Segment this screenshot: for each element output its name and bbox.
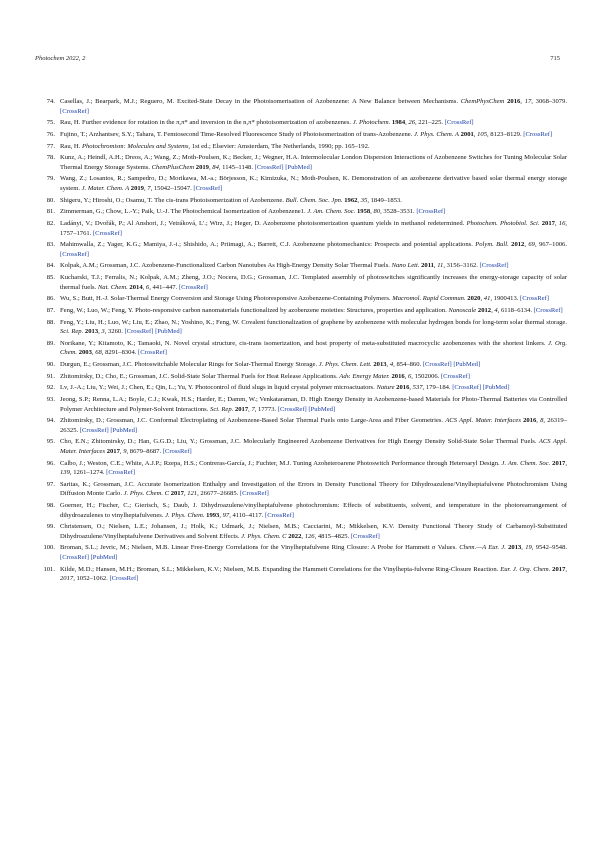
reference-segment: , 26677–26685. <box>197 490 240 498</box>
reference-segment: , <box>480 295 484 303</box>
reference-number: 101. <box>43 565 55 573</box>
reference-segment: Durgun, E.; Grossman, J.C. Photoswitchable Molecular Rings for Solar-Thermal Energy Storage. <box>60 361 319 368</box>
reference-item <box>35 219 567 238</box>
reference-segment: , <box>491 306 495 314</box>
reference-segment: J. Mater. Chem. A <box>81 184 130 192</box>
reference-segment: , <box>520 98 525 105</box>
reference-segment: , <box>301 532 305 540</box>
reference-segment: 105 <box>477 130 487 138</box>
reference-item <box>35 130 567 140</box>
reference-segment: 97 <box>222 511 230 519</box>
reference-segment: , <box>143 184 148 192</box>
reference-number: 79. <box>46 175 55 183</box>
reference-segment: , <box>473 130 478 138</box>
reference-segment: 2016 <box>396 384 410 392</box>
reference-item <box>35 273 567 292</box>
reference-list <box>35 97 567 586</box>
reference-item <box>35 416 567 435</box>
reference-segment: J. Am. Chem. Soc. <box>307 208 356 216</box>
reference-text <box>60 142 567 152</box>
reference-number: 95. <box>46 438 55 446</box>
reference-segment: Kucharski, T.J.; Ferralis, N.; Kolpak, A.M.; Zheng, J.O.; Nocera, D.G.; Grossman, J.C. Templated assembly of photoswitches significantly increases the energy-storage capacity of solar thermal fuels. <box>60 274 567 291</box>
reference-segment: , <box>357 196 361 204</box>
journal-citation: Photochem 2022, 2 <box>35 55 86 62</box>
reference-segment: 2012 <box>511 241 525 249</box>
reference-segment: Zimmerman, G.; Chow, L.-Y.; Paik, U.-J. The Photochemical Isomerization of Azobenzene1. <box>60 208 308 216</box>
reference-segment: , 179–184. <box>422 384 453 392</box>
reference-number: 87. <box>46 306 55 314</box>
crossref-link[interactable]: [CrossRef] [PubMed] <box>254 163 312 171</box>
reference-segment: 537 <box>412 384 423 392</box>
reference-segment: 4 <box>389 361 394 368</box>
reference-segment: Kolpak, A.M.; Grossman, J.C. Azobenzene-Functionalized Carbon Nanotubes As High-Energy Density Solar Thermal Fuels. <box>60 262 392 270</box>
reference-segment: Mahimwalla, Z.; Yager, K.G.; Mamiya, J.-i.; Shishido, A.; Priimagi, A.; Barrett, C.J. Azobenzene photomechanics: Prospects and potential applications. <box>60 241 476 249</box>
page-number: 715 <box>550 55 560 62</box>
reference-text <box>60 306 567 316</box>
reference-segment: 1984 <box>391 119 406 127</box>
reference-segment: 2011 <box>421 262 434 270</box>
reference-segment: , 3528–3531. <box>380 208 417 216</box>
reference-text <box>60 196 567 206</box>
reference-segment: Zhitomirsky, D.; Grossman, J.C. Conformal Electroplating of Azobenzene-Based Solar Thermal Fuels onto Large-Area and Fiber Geometries. <box>60 417 446 425</box>
reference-segment: Nature <box>376 384 395 392</box>
reference-segment: Wang, Z.; Losantos, R.; Sampedro, D.; Morikawa, M.-a.; Börjesson, K.; Kimizuka, N.; Moth-Poulsen, K. Demonstration of an azobenzene derivative based solar thermal energy storage system. <box>60 175 567 192</box>
reference-segment: 80 <box>373 208 381 216</box>
reference-text <box>60 416 567 435</box>
reference-segment: 2013 <box>373 361 387 368</box>
crossref-link[interactable]: [CrossRef] <box>350 532 380 540</box>
reference-number: 88. <box>46 318 55 326</box>
crossref-link[interactable]: [CrossRef] <box>109 575 139 583</box>
reference-segment: , 1849–1853. <box>367 196 402 204</box>
reference-text <box>60 383 567 393</box>
reference-number: 83. <box>46 241 55 249</box>
reference-segment: , 3260. <box>104 328 125 336</box>
reference-segment: , <box>142 283 146 291</box>
reference-segment: J. Phys. Chem. C <box>241 532 287 540</box>
crossref-link[interactable]: [CrossRef] [PubMed] <box>79 426 138 434</box>
reference-text <box>60 565 567 584</box>
reference-item <box>35 372 567 382</box>
reference-segment: 126 <box>304 532 315 540</box>
reference-text <box>60 437 567 456</box>
reference-item <box>35 261 567 271</box>
crossref-link[interactable]: [CrossRef] [PubMed] <box>124 328 182 336</box>
crossref-link[interactable]: [CrossRef] <box>265 511 294 519</box>
reference-item <box>35 459 567 478</box>
reference-segment: 16 <box>558 220 566 227</box>
reference-segment: ACS Appl. Mater. Interfaces <box>445 417 521 425</box>
reference-segment: , 1st ed.; Elsevier: Amsterdam, The Netherlands, 1990; pp. 165–192. <box>188 142 370 150</box>
reference-segment: , 1757–1761. <box>60 220 568 237</box>
reference-segment: 2016 <box>523 417 537 425</box>
reference-number: 86. <box>46 295 55 303</box>
reference-segment: Macromol. Rapid Commun. <box>392 295 466 303</box>
reference-segment: Casellas, J.; Bearpark, M.J.; Reguero, M. Excited-State Decay in the Photoisomerisation of Azobenzene: A New Balance between Mechanisms. <box>60 98 461 105</box>
reference-item <box>35 501 567 520</box>
reference-segment: , <box>433 262 438 270</box>
reference-segment: , 1502006. <box>411 372 441 380</box>
reference-segment: 2014 <box>129 283 143 291</box>
reference-segment: Kilde, M.D.; Hansen, M.H.; Broman, S.L.; Mikkelsen, K.V.; Nielsen, M.B. Expanding the Hammett Correlations for the Vinylhepta-fulvene Ring-Closure Reaction. <box>60 565 501 573</box>
reference-segment: 2017 <box>552 459 566 467</box>
reference-segment: , <box>565 565 568 573</box>
reference-segment: , <box>565 459 567 467</box>
crossref-link[interactable]: [CrossRef] <box>523 130 553 138</box>
reference-segment: 2013 <box>84 328 99 336</box>
crossref-link[interactable]: [CrossRef] [PubMed] <box>422 361 481 368</box>
reference-segment: 2003 <box>78 349 92 357</box>
reference-segment: , 1052–1062. <box>73 575 110 583</box>
reference-segment: 2017 <box>541 220 555 227</box>
reference-segment: J. Phys. Chem. C <box>123 490 170 498</box>
reference-item <box>35 318 567 337</box>
reference-segment: Zhitomirsky, D.; Cho, E.; Grossman, J.C. Solid-State Solar Thermal Fuels for Heat Release Applications. <box>60 372 340 380</box>
reference-segment: , 9542–9548. <box>531 544 568 552</box>
reference-segment: 139 <box>60 469 70 477</box>
reference-text <box>60 97 567 116</box>
reference-segment: Rau, H. Further evidence for rotation in the π,π* and inversion in the n,π* photoisomerization of azobenzenes. <box>60 119 353 127</box>
crossref-link[interactable]: [CrossRef] [PubMed] <box>452 384 510 392</box>
reference-segment: 6 <box>407 372 412 380</box>
reference-number: 74. <box>46 98 55 105</box>
reference-segment: , 854–860. <box>393 361 423 368</box>
reference-segment: Christensen, O.; Nielsen, L.E.; Johansen, J.; Holk, K.; Udmark, J.; Nielsen, M.B.; Cacciarini, M.; Mikkelsen, K.V. Density Functional Theory Study of Carbamoyl-Substituted Dihydroazulene/Vinylheptafulvene Derivatives and Solvent Effects. <box>60 523 567 540</box>
reference-segment: , <box>409 384 413 392</box>
reference-item <box>35 142 567 152</box>
reference-number: 78. <box>46 154 55 162</box>
reference-item <box>35 360 567 370</box>
reference-item <box>35 118 567 128</box>
crossref-link[interactable]: [CrossRef] <box>533 306 563 314</box>
reference-item <box>35 174 567 193</box>
reference-segment: Sci. Rep. <box>210 405 234 413</box>
crossref-link[interactable]: [CrossRef] [PubMed] <box>60 553 118 561</box>
reference-segment: Feng, Y.; Liu, H.; Luo, W.; Liu, E.; Zhao, N.; Yoshino, K.; Feng, W. Covalent functionalization of graphene by azobenzene with molecular hydrogen bonds for long-term solar thermal storage. <box>60 318 567 326</box>
reference-segment: 84 <box>212 163 219 171</box>
reference-segment: Wu, S.; Butt, H.-J. Solar-Thermal Energy Conversion and Storage Using Photoresponsive Azobenzene-Containing Polymers. <box>60 295 393 303</box>
reference-segment: Nat. Chem. <box>97 283 128 291</box>
reference-item <box>35 522 567 541</box>
reference-segment: 1993 <box>206 511 220 519</box>
reference-item <box>35 480 567 499</box>
reference-segment: , <box>405 119 409 127</box>
reference-segment: 17 <box>524 98 532 105</box>
reference-segment: Cho, E.N.; Zhitomirsky, D.; Han, G.G.D.; Liu, Y.; Grossman, J.C. Molecularly Engineered Azobenzene Derivatives for High Energy Density Solid-State Solar Thermal Fuels. <box>60 438 539 446</box>
reference-segment: , 6118–6134. <box>497 306 534 314</box>
reference-segment: J. Photochem. <box>352 119 391 127</box>
reference-segment: ACS Appl. Mater. Interfaces <box>60 438 567 455</box>
reference-segment: J. Phys. Chem. Lett. <box>318 361 372 368</box>
reference-text <box>60 240 567 259</box>
reference-number: 80. <box>46 196 55 204</box>
reference-number: 90. <box>46 361 55 368</box>
reference-number: 94. <box>46 417 55 425</box>
reference-segment: Jeong, S.P.; Renna, L.A.; Boyle, C.J.; Kwak, H.S.; Harder, E.; Damm, W.; Venkataraman, D. High Energy Density in Azobenzene-based Materials for Photo-Thermal Batteries via Controlled Polymer Architecture and Polymer-Solvent Interactions. <box>60 396 567 413</box>
crossref-link[interactable]: [CrossRef] <box>416 208 446 216</box>
reference-text <box>60 522 567 541</box>
reference-segment: , <box>386 361 390 368</box>
reference-segment: , 15042–15047. <box>150 184 194 192</box>
reference-item <box>35 306 567 316</box>
reference-segment: Shigeru, Y.; Hiroshi, O.; Osamu, T. The cis-trans Photoisomerization of Azobenzene. <box>60 196 286 204</box>
crossref-link[interactable]: [CrossRef] <box>138 349 167 357</box>
reference-segment: , <box>119 447 124 455</box>
reference-segment: , 8679–8687. <box>126 447 163 455</box>
reference-segment: Norikane, Y.; Kitamoto, K.; Tamaoki, N. Novel crystal structure, cis-trans isomerization, and host property of meta-substituted macrocyclic azobenzenes with the shortest linkers. <box>60 339 548 347</box>
reference-segment: 2017 <box>234 405 249 413</box>
reference-segment: , 1145–1148. <box>218 163 255 171</box>
reference-text <box>60 339 567 358</box>
reference-segment: , <box>370 208 374 216</box>
reference-segment: , <box>91 349 96 357</box>
reference-text <box>60 360 567 370</box>
reference-segment: , <box>208 163 213 171</box>
reference-segment: J. Phys. Chem. <box>165 511 205 519</box>
reference-number: 77. <box>46 142 55 150</box>
reference-segment: Adv. Energy Mater. <box>339 372 390 380</box>
reference-segment: Saritas, K.; Grossman, J.C. Accurate Isomerization Enthalpy and Investigation of the Errors in Density Functional Theory for Dihydroazulene/Vinylheptafulvene Photochromism Using Diffusion Monte Carlo. <box>60 480 567 498</box>
crossref-link[interactable]: [CrossRef] <box>440 372 470 380</box>
crossref-link[interactable]: [CrossRef] <box>520 295 549 303</box>
crossref-link[interactable]: [CrossRef] <box>60 250 89 258</box>
reference-text <box>60 294 567 304</box>
reference-segment: , 3068–3079. <box>531 98 568 105</box>
reference-segment: Feng, W.; Luo, W.; Feng, Y. Photo-responsive carbon nanomaterials functionalized by azobenzene moieties: Structures, properties and application. <box>60 306 449 314</box>
reference-segment: , <box>98 328 102 336</box>
reference-segment: 2013 <box>508 544 522 552</box>
reference-text <box>60 118 567 128</box>
reference-number: 92. <box>46 384 55 392</box>
crossref-link[interactable]: [CrossRef] <box>92 229 122 237</box>
crossref-link[interactable]: [CrossRef] <box>178 283 208 291</box>
reference-segment: Bull. Chem. Soc. Jpn. <box>285 196 343 204</box>
reference-segment: Calbo, J.; Weston, C.E.; White, A.J.P.; Rzepa, H.S.; Contreras-García, J.; Fuchter, M.J. Tuning Azoheteroarene Photoswitch Performance through Heteroaryl Design. <box>60 459 502 467</box>
reference-segment: 2017 <box>552 565 566 573</box>
reference-segment: 1962 <box>344 196 358 204</box>
reference-segment: ChemPhysChem <box>460 98 505 105</box>
reference-segment: 35 <box>360 196 368 204</box>
reference-number: 98. <box>46 502 55 509</box>
reference-item <box>35 196 567 206</box>
reference-text <box>60 153 567 172</box>
reference-number: 91. <box>46 372 55 380</box>
reference-segment: 4 <box>494 306 498 314</box>
reference-segment: ChemPlusChem <box>151 163 195 171</box>
reference-segment: Photochem. Photobiol. Sci. <box>466 220 540 227</box>
reference-item <box>35 395 567 414</box>
reference-segment: 1958 <box>356 208 371 216</box>
reference-text <box>60 261 567 271</box>
crossref-link[interactable]: [CrossRef] [PubMed] <box>277 405 336 413</box>
reference-segment: , 1261–1274. <box>69 469 107 477</box>
crossref-link[interactable]: [CrossRef] <box>444 119 474 127</box>
reference-segment: Nanoscale <box>448 306 477 314</box>
reference-segment: 41 <box>483 295 491 303</box>
reference-segment: , 1900413. <box>490 295 521 303</box>
reference-item <box>35 97 567 116</box>
reference-number: 100. <box>43 544 55 552</box>
reference-segment: , <box>554 220 559 227</box>
reference-segment: Kunz, A.; Heindl, A.H.; Dreos, A.; Wang, Z.; Moth-Poulsen, K.; Becker, J.; Wegner, H.A. Intermolecular London Dispersion Interactions of Azobenzene Switches for Tuning Molecular Solar Thermal Energy Storage Systems. <box>60 154 567 171</box>
reference-segment: 121 <box>187 490 198 498</box>
reference-text <box>60 130 567 140</box>
reference-item <box>35 437 567 456</box>
crossref-link[interactable]: [CrossRef] <box>60 107 89 115</box>
reference-segment: 7 <box>147 184 151 192</box>
reference-segment: Broman, S.L.; Jevric, M.; Nielsen, M.B. Linear Free-Energy Correlations for the Vinylheptafulvene Ring Closure: A Probe for Hammett σ Values. <box>60 544 460 552</box>
reference-segment: , <box>248 405 252 413</box>
reference-text <box>60 372 567 382</box>
reference-item <box>35 153 567 172</box>
reference-item <box>35 240 567 259</box>
reference-segment: , 26319–26325. <box>60 417 567 434</box>
reference-text <box>60 459 567 478</box>
reference-segment: Lv, J.-A.; Liu, Y.; Wei, J.; Chen, E.; Qin, L.; Yu, Y. Photocontrol of fluid slugs in liquid crystal polymer microactuators. <box>60 384 377 392</box>
reference-segment: , 441–447. <box>149 283 179 291</box>
reference-item <box>35 543 567 562</box>
reference-number: 89. <box>46 339 55 347</box>
reference-text <box>60 207 567 217</box>
reference-segment: 2016 <box>391 372 405 380</box>
reference-segment: Goerner, H.; Fischer, C.; Gierisch, S.; Daub, J. Dihydroazulene/vinylheptafulvene photochromism: Effects of substituents, solvent, and temperature in the photorearrangement of dihydroazulenes to vinylheptafulvenes. <box>60 502 567 519</box>
reference-item <box>35 383 567 393</box>
reference-segment: J. Am. Chem. Soc. <box>501 459 551 467</box>
reference-segment: 11 <box>437 262 444 270</box>
reference-segment: , 3156–3162. <box>443 262 480 270</box>
reference-item <box>35 207 567 217</box>
reference-segment: 26 <box>408 119 415 127</box>
reference-segment: Nano Lett. <box>391 262 420 270</box>
reference-number: 76. <box>46 130 55 138</box>
reference-segment: J. Org. Chem. <box>60 339 567 357</box>
reference-text <box>60 480 567 499</box>
reference-number: 99. <box>46 523 55 531</box>
reference-segment: Ladányi, V.; Dvořák, P.; Al Anshori, J.; Vetráková, L'.; Wirz, J.; Heger, D. Azobenzene photoisomerization quantum yields in methanol redetermined. <box>60 220 467 227</box>
reference-segment: 2020 <box>467 295 481 303</box>
reference-segment: Photochromism: Molecules and Systems <box>81 142 189 150</box>
reference-segment: 2019 <box>195 163 209 171</box>
reference-number: 82. <box>46 220 55 227</box>
reference-segment: 2022 <box>288 532 302 540</box>
reference-segment: 2017 <box>106 447 120 455</box>
reference-segment: , 4110–4117. <box>229 511 265 519</box>
reference-number: 84. <box>46 262 55 270</box>
reference-text <box>60 543 567 562</box>
reference-segment: , <box>183 490 188 498</box>
reference-segment: Sci. Rep. <box>60 328 84 336</box>
reference-segment: 68 <box>95 349 102 357</box>
crossref-link[interactable]: [CrossRef] <box>193 184 223 192</box>
reference-segment: Chem.—A Eur. J. <box>459 544 506 552</box>
reference-segment: 9 <box>123 447 127 455</box>
reference-segment: 3 <box>101 328 105 336</box>
reference-segment: , <box>404 372 408 380</box>
crossref-link[interactable]: [CrossRef] <box>162 447 192 455</box>
reference-segment: , 8291–8304. <box>101 349 139 357</box>
reference-item <box>35 294 567 304</box>
reference-text <box>60 501 567 520</box>
reference-segment: 8 <box>540 417 544 425</box>
reference-segment: , 221–225. <box>415 119 445 127</box>
reference-segment: , 4815–4825. <box>314 532 351 540</box>
reference-item <box>35 339 567 358</box>
reference-text <box>60 219 567 238</box>
reference-segment: 2017 <box>170 490 184 498</box>
crossref-link[interactable]: [CrossRef] <box>479 262 509 270</box>
crossref-link[interactable]: [CrossRef] <box>239 490 269 498</box>
reference-text <box>60 273 567 292</box>
reference-text <box>60 174 567 193</box>
reference-segment: 2001 <box>460 130 474 138</box>
reference-segment: , <box>536 417 541 425</box>
reference-segment: , <box>521 544 526 552</box>
reference-segment: 6 <box>145 283 150 291</box>
reference-text <box>60 395 567 414</box>
reference-segment: J. Phys. Chem. A <box>414 130 459 138</box>
reference-number: 96. <box>46 459 55 467</box>
reference-segment: Rau, H. <box>60 142 82 150</box>
reference-segment: , 17773. <box>254 405 278 413</box>
reference-segment: 2012 <box>477 306 492 314</box>
reference-segment: 7 <box>251 405 255 413</box>
reference-segment: Eur. J. Org. Chem. <box>500 565 551 573</box>
reference-number: 75. <box>46 119 55 127</box>
reference-segment: , <box>524 241 529 249</box>
reference-segment: , <box>219 511 223 519</box>
reference-segment: 19 <box>525 544 532 552</box>
reference-item <box>35 565 567 584</box>
reference-number: 81. <box>46 208 55 216</box>
reference-segment: , 8123–8129. <box>486 130 524 138</box>
reference-segment: , 967–1006. <box>534 241 568 249</box>
reference-segment: 69 <box>528 241 535 249</box>
reference-text <box>60 318 567 337</box>
reference-number: 93. <box>46 396 55 404</box>
page-header <box>35 55 560 62</box>
reference-segment: 2019 <box>130 184 144 192</box>
reference-segment: 2016 <box>507 98 521 105</box>
crossref-link[interactable]: [CrossRef] <box>106 469 136 477</box>
reference-number: 97. <box>46 480 55 488</box>
reference-number: 85. <box>46 274 55 282</box>
reference-segment: Polym. Bull. <box>475 241 509 249</box>
reference-segment: 2017 <box>60 575 74 583</box>
reference-segment: Fujino, T.; Arzhantsev, S.Y.; Tahara, T. Femtosecond Time-Resolved Fluorescence Study of Photoisomerization of trans-Azobenzene. <box>60 130 415 138</box>
